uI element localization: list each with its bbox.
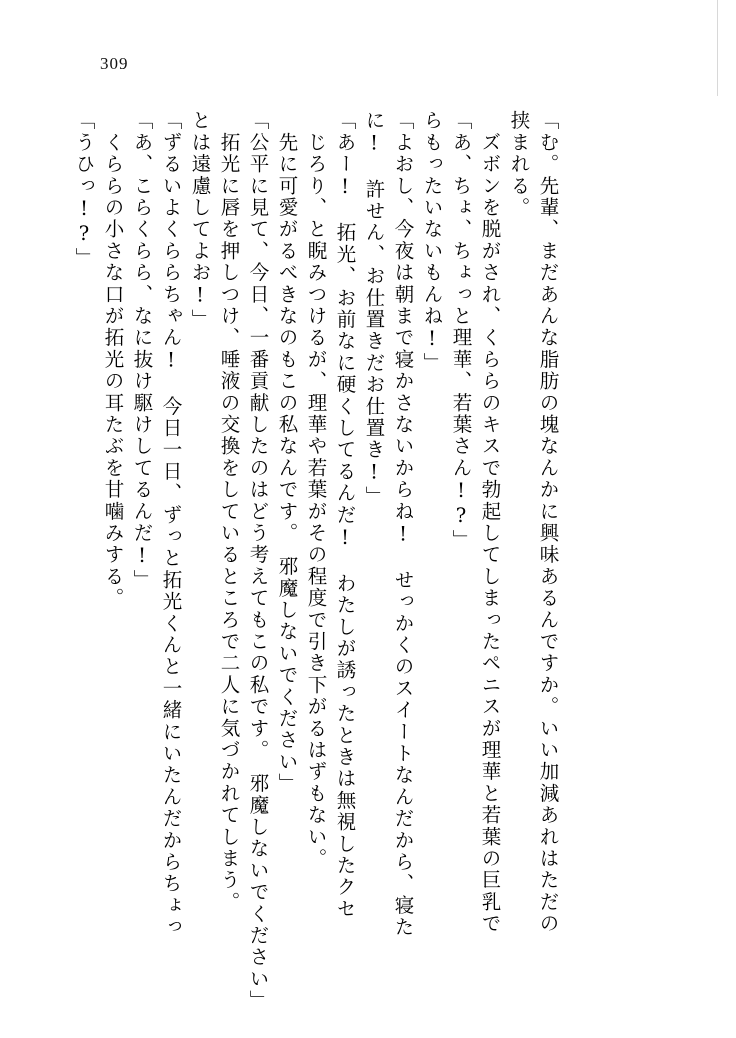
margin-rule bbox=[717, 0, 718, 96]
text-line: くららの小さな口が拓光の耳たぶを甘噛みする。 bbox=[101, 110, 125, 610]
text-line: 「む。先輩、まだあんな脂肪の塊なんかに興味あるんですか。いい加減あれはただの bbox=[536, 110, 560, 935]
text-line: 拓光に唇を押しつけ、唾液の交換をしているところで二人に気づかれてしまう。 bbox=[217, 110, 241, 913]
text-line: 「公平に見て、今日、一番貢献したのはどう考えてもこの私です。 邪魔しないでください」 bbox=[246, 110, 270, 1012]
text-line: 「あ、ちょ、ちょっと理華、若葉さん!?」 bbox=[449, 110, 473, 551]
text-line: 先に可愛がるべきなのもこの私なんです。 邪魔しないでください」 bbox=[275, 110, 299, 795]
text-line: とは遠慮してよお!」 bbox=[188, 110, 212, 331]
text-line: 挟まれる。 bbox=[507, 110, 531, 219]
text-line: ズボンを脱がされ、くららのキスで勃起してしまったペニスが理華と若葉の巨乳で bbox=[478, 110, 502, 935]
text-line: 「あ、こらくらら、なに抜け駆けしてるんだ!」 bbox=[130, 110, 154, 591]
text-line: じろり、と睨みつけるが、理華や若葉がその程度で引き下がるはずもない。 bbox=[304, 110, 328, 870]
text-line: 「うひっ!?」 bbox=[72, 110, 96, 269]
text-line: に! 許せん、お仕置きだお仕置き!」 bbox=[362, 110, 386, 508]
page-number: 309 bbox=[100, 54, 129, 73]
text-line: 「あー! 拓光、お前なに硬くしてるんだ! わたしが誘ったときは無視したクセ bbox=[333, 110, 357, 920]
text-line: らもったいないもんね!」 bbox=[420, 110, 444, 374]
vertical-text-body bbox=[72, 110, 674, 1012]
text-line: 「ずるいよくららちゃん! 今日一日、ずっと拓光くんと一緒にいたんだからちょっ bbox=[159, 110, 183, 939]
text-line: 「よおし、今夜は朝まで寝かさないからね! せっかくのスイートなんだから、寝た bbox=[391, 110, 415, 939]
